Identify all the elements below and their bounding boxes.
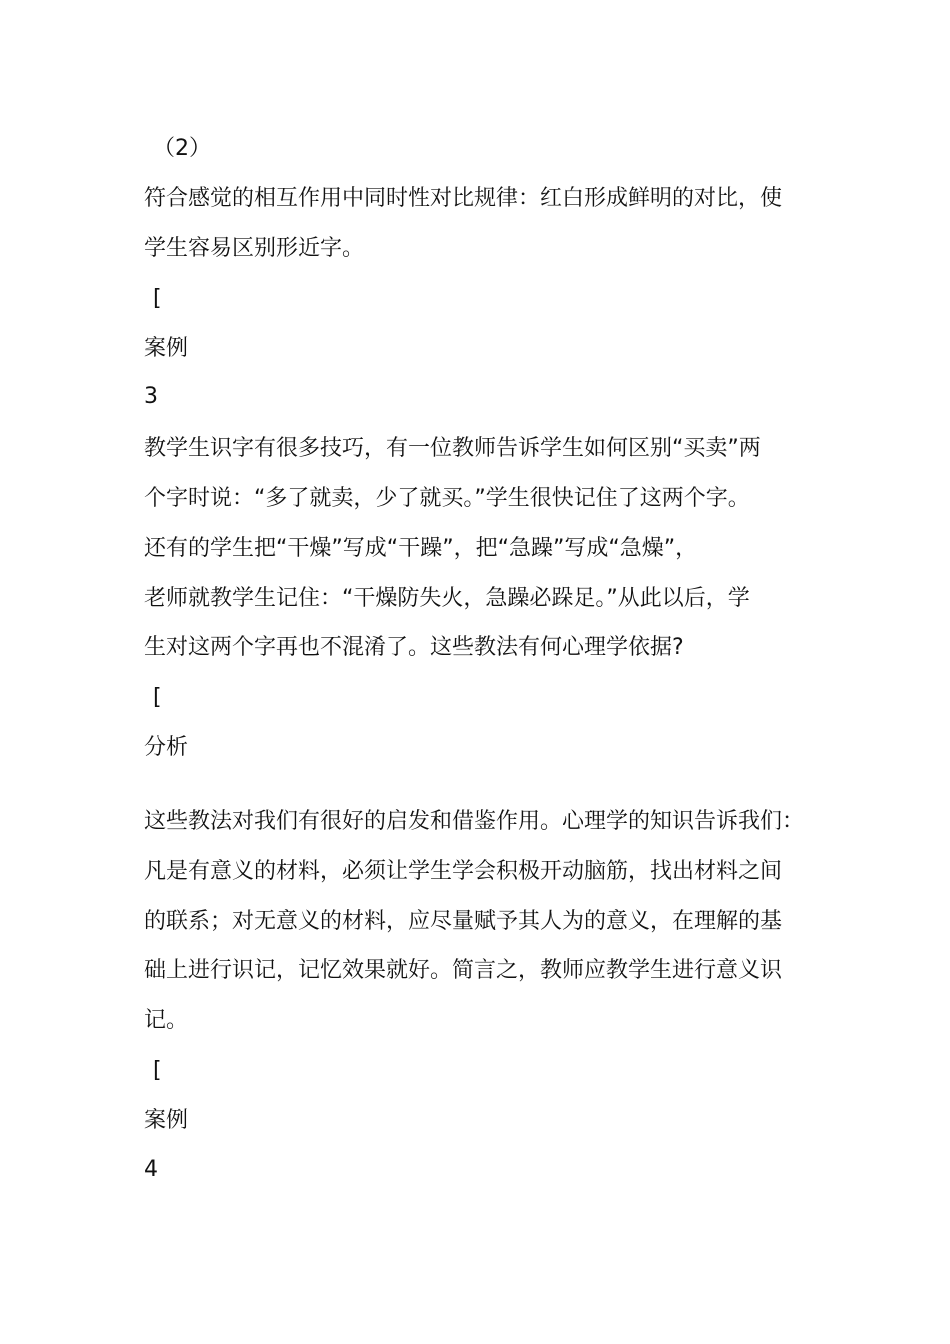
bracket-mark: [ [153, 286, 162, 311]
bracket-mark: [ [153, 1058, 162, 1083]
analysis-heading: 分析 [144, 735, 189, 760]
paragraph-line: 凡是有意义的材料，必须让学生学会积极开动脑筋，找出材料之间 [144, 859, 783, 884]
paragraph-line: 的联系；对无意义的材料，应尽量赋予其人为的意义，在理解的基 [144, 909, 783, 934]
paragraph-line: 个字时说：“多了就卖，少了就买。”学生很快记住了这两个字。 [144, 486, 750, 511]
paragraph-line: 老师就教学生记住：“干燥防失火，急躁必跺足。”从此以后，学 [144, 586, 750, 611]
bracket-mark: [ [153, 685, 162, 710]
case-number: 4 [144, 1157, 158, 1182]
paragraph-line: 记。 [144, 1008, 189, 1033]
case-heading: 案例 [144, 336, 189, 361]
paragraph-line: 教学生识字有很多技巧，有一位教师告诉学生如何区别“买卖”两 [144, 436, 761, 461]
paragraph-line: 学生容易区别形近字。 [144, 236, 365, 261]
case-heading: 案例 [144, 1108, 189, 1133]
paragraph-line: 础上进行识记，记忆效果就好。简言之，教师应教学生进行意义识 [144, 958, 783, 983]
paragraph-line: 还有的学生把“干燥”写成“干躁”，把“急躁”写成“急燥”， [144, 536, 698, 561]
case-number: 3 [144, 384, 158, 409]
section-number: （2） [153, 136, 211, 161]
paragraph-line: 这些教法对我们有很好的启发和借鉴作用。心理学的知识告诉我们： [144, 809, 805, 834]
paragraph-line: 生对这两个字再也不混淆了。这些教法有何心理学依据? [144, 635, 684, 660]
paragraph-line: 符合感觉的相互作用中同时性对比规律：红白形成鲜明的对比，使 [144, 186, 783, 211]
